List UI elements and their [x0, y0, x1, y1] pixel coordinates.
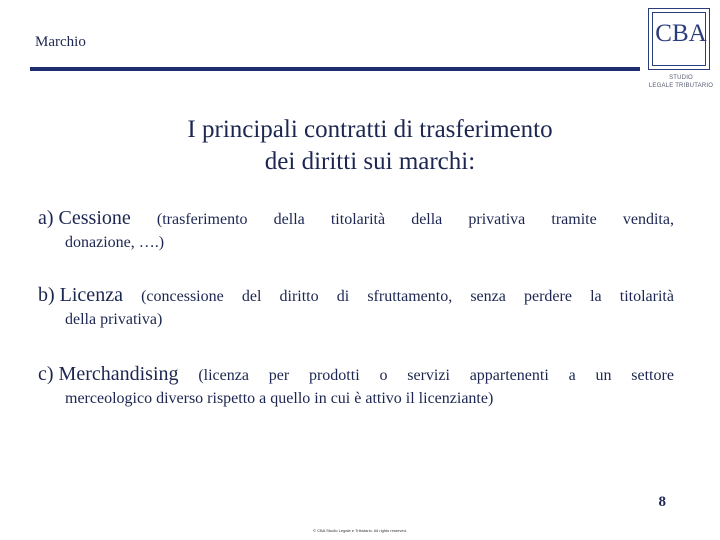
item-desc-word: a: [568, 367, 576, 384]
item-desc-word: della: [411, 211, 443, 228]
item-desc-word: vendita,: [622, 211, 674, 228]
logo-text: CBA: [655, 20, 707, 47]
slide-title-line-2: dei diritti sui marchi:: [264, 148, 476, 175]
item-desc-word: privativa: [468, 211, 526, 228]
item-desc-word: di: [336, 288, 350, 305]
item-desc-word: senza: [470, 288, 506, 305]
item-desc-word: un: [595, 367, 612, 384]
item-desc-word: prodotti: [308, 367, 360, 384]
item-desc-word: (trasferimento: [156, 211, 248, 228]
item-desc-word: o: [379, 367, 388, 384]
footer-copyright: © CBA Studio Legale e Tributario. All rights reserved.: [313, 528, 407, 533]
item-desc-word: sfruttamento,: [367, 288, 453, 305]
logo-subtitle-1: STUDIO: [669, 75, 693, 81]
slide-title-line-1: I principali contratti di trasferimento: [187, 116, 553, 143]
header-title: Marchio: [35, 34, 86, 50]
item-desc-word: della: [273, 211, 305, 228]
list-item-cessione: [38, 207, 674, 252]
slide-title: [100, 114, 640, 178]
item-desc-word: la: [590, 288, 602, 305]
item-desc-word: servizi: [407, 367, 450, 384]
logo-subtitle-2: LEGALE TRIBUTARIO: [648, 83, 714, 89]
cba-logo: [646, 6, 716, 92]
item-continuation: donazione, ….): [65, 234, 165, 251]
item-desc-word: diritto: [279, 288, 319, 305]
list-item-licenza: [38, 284, 674, 329]
item-desc-word: del: [241, 288, 262, 305]
item-desc-word: (licenza: [198, 367, 249, 384]
header-rule: [30, 67, 640, 71]
item-desc-word: per: [268, 367, 290, 384]
list-item-merchandising: [38, 363, 674, 408]
item-label: c) Merchandising: [38, 363, 179, 385]
item-desc-word: tramite: [551, 211, 597, 228]
item-continuation: della privativa): [65, 311, 163, 328]
item-desc-word: titolarità: [330, 211, 386, 228]
item-desc-word: settore: [631, 367, 674, 384]
item-desc-word: appartenenti: [469, 367, 549, 384]
item-desc-word: titolarità: [619, 288, 674, 305]
page-number: 8: [658, 494, 666, 510]
item-label: b) Licenza: [38, 284, 123, 306]
item-continuation: merceologico diverso rispetto a quello in cui è attivo il licenziante): [65, 390, 494, 407]
item-label: a) Cessione: [38, 207, 131, 229]
item-desc-word: perdere: [523, 288, 572, 305]
item-desc-word: (concessione: [141, 288, 224, 305]
